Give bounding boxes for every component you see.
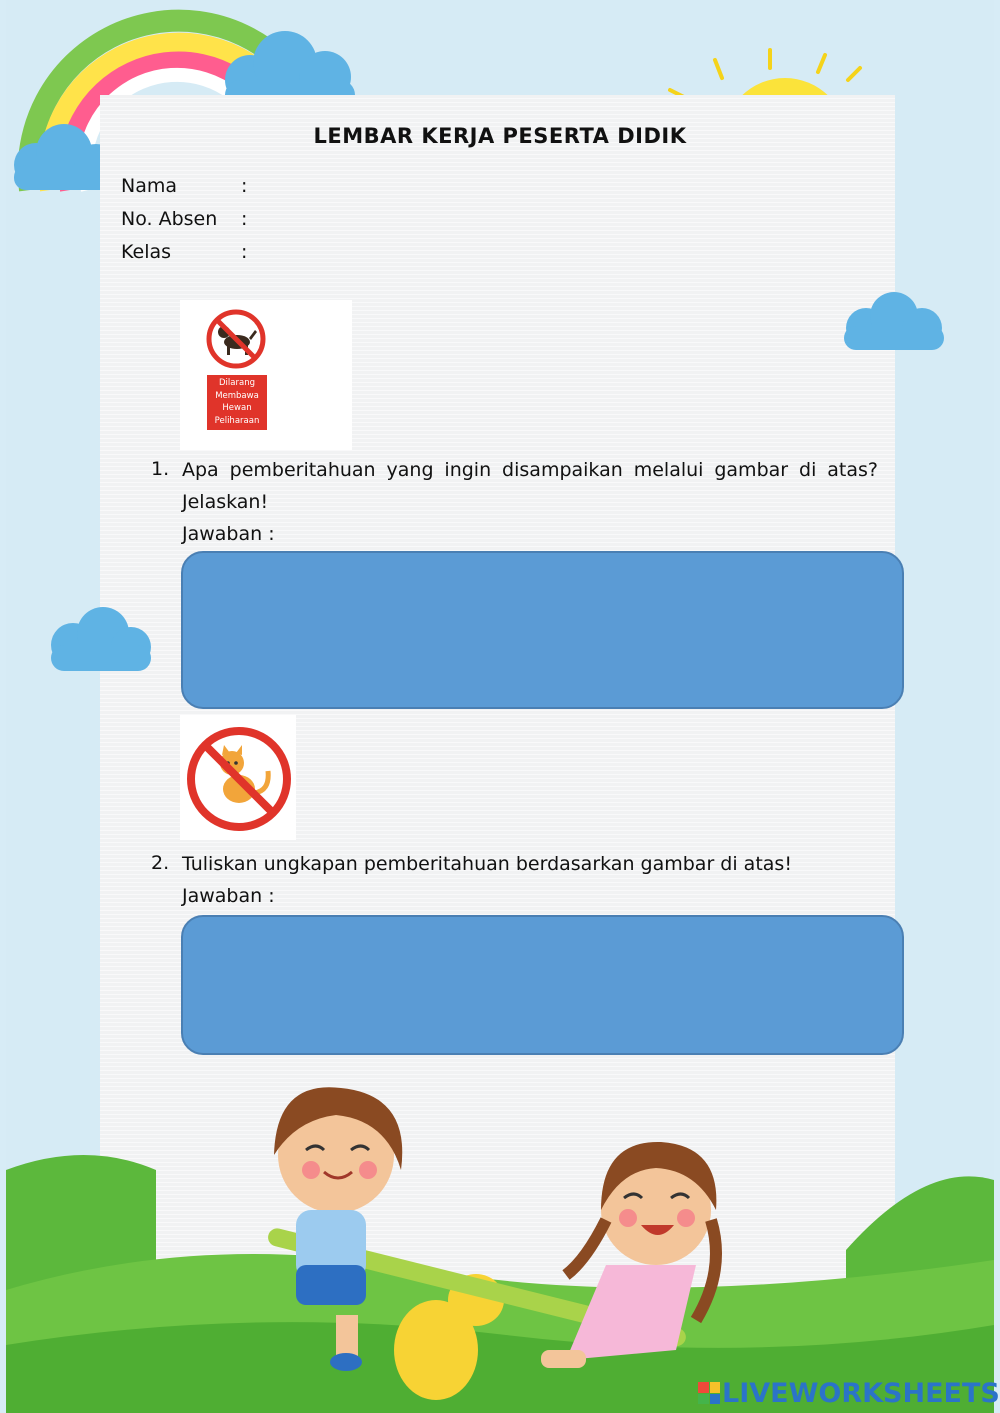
sign-text-line: Membawa: [215, 390, 259, 401]
answer-input-1[interactable]: [181, 551, 904, 709]
question-1-text: Apa pemberitahuan yang ingin disampaikan melalui gambar di atas?: [182, 459, 878, 481]
question-1-text-cont: Jelaskan!: [182, 491, 269, 513]
playground-scene-illustration: [6, 1060, 994, 1413]
answer-label: Jawaban :: [182, 523, 275, 545]
sign-text-line: Hewan: [222, 403, 252, 413]
liveworksheets-wordmark: LIVEWORKSHEETS: [722, 1377, 1000, 1409]
field-colon: :: [241, 208, 248, 230]
field-label-nama: Nama: [121, 175, 178, 197]
question-number: 2.: [151, 852, 170, 874]
answer-label: Jawaban :: [182, 885, 275, 907]
liveworksheets-badge-icon: [698, 1382, 720, 1404]
sign-text-line: Dilarang: [219, 378, 255, 388]
field-label-no-absen: No. Absen: [121, 208, 218, 230]
no-cat-icon: [184, 721, 294, 831]
no-pets-sign-image: [180, 300, 352, 450]
cloud-icon: [838, 290, 950, 355]
sign-text-line: Peliharaan: [214, 415, 260, 426]
no-pets-sign-panel: [207, 375, 267, 430]
field-label-kelas: Kelas: [121, 241, 172, 263]
no-dog-icon: [205, 308, 267, 370]
liveworksheets-logo: [698, 1378, 1000, 1408]
question-number: 1.: [151, 458, 170, 480]
field-colon: :: [241, 241, 248, 263]
field-colon: :: [241, 175, 248, 197]
no-cat-sign-image: [180, 715, 296, 840]
cloud-icon: [45, 605, 157, 675]
question-2-text: Tuliskan ungkapan pemberitahuan berdasarkan gambar di atas!: [182, 853, 792, 875]
page-title: LEMBAR KERJA PESERTA DIDIK: [313, 124, 687, 148]
answer-input-2[interactable]: [181, 915, 904, 1055]
